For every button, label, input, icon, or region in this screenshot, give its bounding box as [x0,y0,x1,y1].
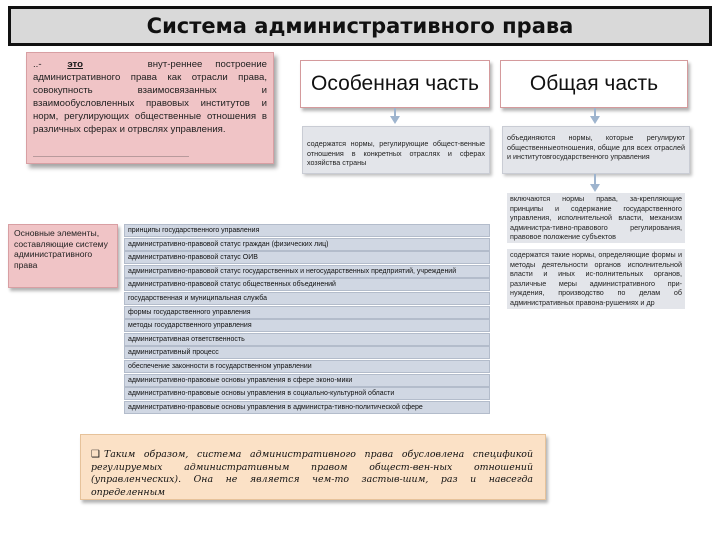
element-row: обеспечение законности в государственном управлении [124,360,490,373]
element-row: административно-правовой статус граждан (физических лиц) [124,238,490,251]
element-row: административно-правовые основы управления в социально-культурной области [124,387,490,400]
special-part-heading: Особенная часть [300,60,490,108]
element-row: методы государственного управления [124,319,490,332]
general-arrow-icon [590,116,600,124]
conclusion-box [80,434,546,500]
element-row: административно-правовые основы управления в сфере эконо-мики [124,374,490,387]
definition-box [26,52,274,164]
special-arrow-icon [390,116,400,124]
definition-text: внут-реннее построение административного права как отрасли права, совокупность взаимосвязанных и взаимообусловленных правовых институтов и норм, регулирующих общественные отношения в различных сферах и отрвслях управления. [33,59,268,135]
conclusion-text: Таким образом, система административного права обусловлена спецификой регулируемых административным правом общест-вен-ных отношений (управленческих). Она не является чем-то застыв-шим, раз и навсегда определенным [91,449,533,498]
general-part-item: включаются нормы права, за-крепляющие принципы и содержание государственного управления, исполнительной власти, механизм администра-тивно-правового регулирования, правовое положение субъектов [507,193,685,243]
general-part-item: содержатся такие нормы, определяющие формы и методы деятельности органов исполнительной власти и иных ис-полнительных органов, различные меры административного при-нуждения, производство по делам об административных правона-рушениях и др [507,249,685,309]
element-row: административно-правовые основы управления в администра-тивно-политической сфере [124,401,490,414]
page-title: Система административного права [146,14,574,38]
definition-term: это [67,59,83,70]
definition-marker: ..- [33,59,68,70]
title-bar [8,6,712,46]
general-part-heading: Общая часть [500,60,688,108]
checkbox-bullet-icon: ❑ [91,449,100,460]
general-part-description: объединяются нормы, которые регулируют общественныеотношения, общие для всех отраслей и институтовгосударственного управления [502,126,690,174]
element-row: административная ответственность [124,333,490,346]
special-part-description: содержатся нормы, регулирующие общест-венные отношения в конкретных отраслях и сферах хозяйства страны [302,126,490,174]
element-row: административный процесс [124,346,490,359]
general-list-arrow-icon [590,184,600,192]
elements-list [124,224,490,414]
element-row: принципы государственного управления [124,224,490,237]
element-row: административно-правовой статус ОИВ [124,251,490,264]
element-row: административно-правовой статус государственных и негосударственных предприятий, учреждений [124,265,490,278]
elements-label: Основные элементы, составляющие систему административного права [8,224,118,288]
definition-underline [33,156,189,157]
general-part-list [502,192,690,322]
element-row: административно-правовой статус общественных объединений [124,278,490,291]
element-row: государственная и муниципальная служба [124,292,490,305]
element-row: формы государственного управления [124,306,490,319]
